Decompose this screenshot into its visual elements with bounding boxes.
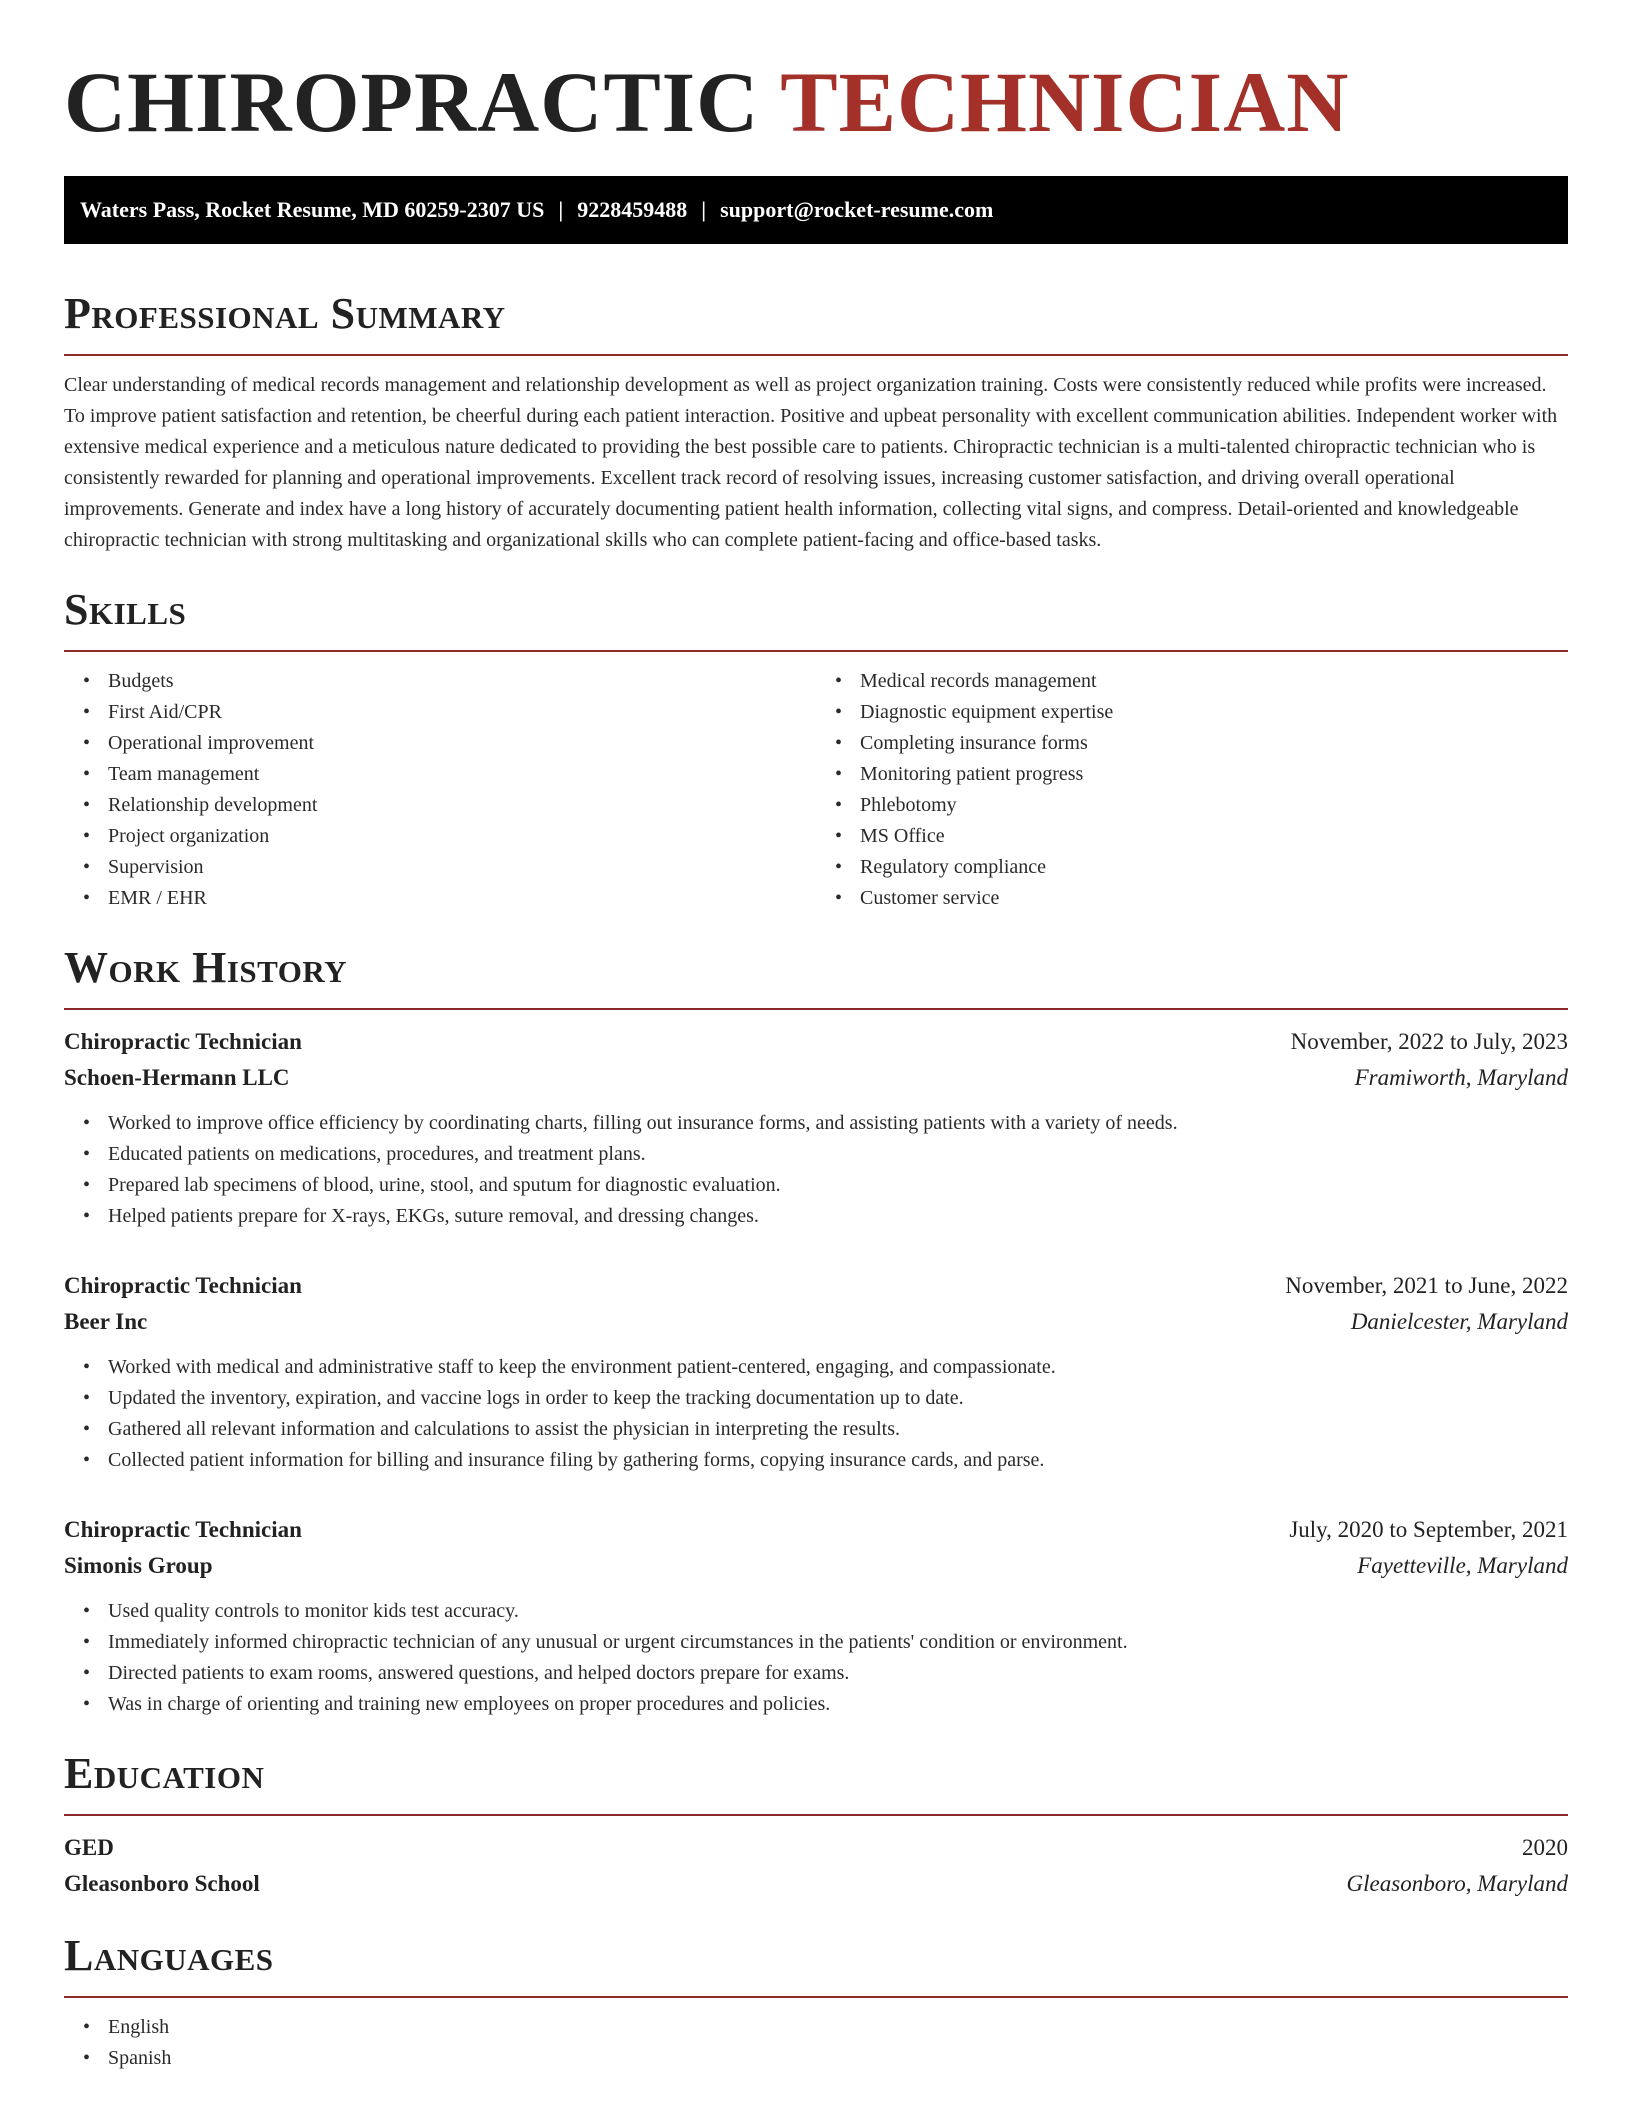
skill-item: • First Aid/CPR: [108, 697, 816, 728]
job-dates: July, 2020 to September, 2021: [1289, 1517, 1568, 1542]
job-bullet: • Immediately informed chiropractic technician of any unusual or urgent circumstances in the patients' condition or environment.: [108, 1627, 1568, 1658]
job-bullet: • Prepared lab specimens of blood, urine, stool, and sputum for diagnostic evaluation.: [108, 1170, 1568, 1201]
job-bullet: • Gathered all relevant information and calculations to assist the physician in interpreting the results.: [108, 1414, 1568, 1445]
education-year: 2020: [1522, 1835, 1568, 1860]
resume-title: [64, 52, 1568, 152]
skill-item: • Monitoring patient progress: [860, 759, 1568, 790]
summary-text: Clear understanding of medical records management and relationship development as well as project organization training. Costs were consistently reduced while profits were increased. To improve patient satisfaction and retention, be cheerful during each patient interaction. Positive and upbeat personality with excellent communication abilities. Independent worker with extensive medical experience and a meticulous nature dedicated to providing the best possible care to patients. Chiropractic technician is a multi-talented chiropractic technician who is consistently rewarded for planning and operational improvements. Excellent track record of resolving issues, increasing customer satisfaction, and driving overall operational improvements. Generate and index have a long history of accurately documenting patient health information, collecting vital signs, and compress. Detail-oriented and knowledgeable chiropractic technician with strong multitasking and organizational skills who can complete patient-facing and office-based tasks.: [64, 374, 1558, 551]
skill-item: • Supervision: [108, 852, 816, 883]
title-part-1: CHIROPRACTIC: [64, 54, 760, 150]
skills-list-right: [816, 666, 1568, 914]
education-heading: Education: [64, 1749, 265, 1798]
skill-item: • Medical records management: [860, 666, 1568, 697]
skill-item: • MS Office: [860, 821, 1568, 852]
job-bullet: • Worked to improve office efficiency by coordinating charts, filling out insurance forms, and assisting patients with a variety of needs.: [108, 1108, 1568, 1139]
language-item: • English: [108, 2012, 1568, 2043]
job-bullet: • Educated patients on medications, procedures, and treatment plans.: [108, 1139, 1568, 1170]
education-school-row: [64, 1866, 1568, 1902]
job-bullets: [64, 1596, 1568, 1720]
skill-item: • Phlebotomy: [860, 790, 1568, 821]
section-divider: [64, 1814, 1568, 1816]
education-header-row: [64, 1830, 1568, 1866]
job-bullets: [64, 1352, 1568, 1476]
skill-item: • Relationship development: [108, 790, 816, 821]
section-divider: [64, 354, 1568, 356]
job-employer-row: [64, 1304, 1568, 1340]
skills-section: [64, 584, 1568, 914]
skills-list-left: [64, 666, 816, 914]
skills-heading: Skills: [64, 585, 187, 634]
job-entry: [64, 1512, 1568, 1720]
section-divider: [64, 650, 1568, 652]
job-title: Chiropractic Technician: [64, 1029, 302, 1054]
language-item: • Spanish: [108, 2043, 1568, 2074]
job-employer: Beer Inc: [64, 1309, 148, 1334]
summary-section: [64, 288, 1568, 556]
job-employer: Schoen-Hermann LLC: [64, 1065, 290, 1090]
job-employer-row: [64, 1548, 1568, 1584]
job-bullets: [64, 1108, 1568, 1232]
job-header-row: [64, 1024, 1568, 1060]
title-part-2: TECHNICIAN: [780, 54, 1350, 150]
languages-section: [64, 1930, 1568, 2074]
job-title: Chiropractic Technician: [64, 1517, 302, 1542]
job-employer: Simonis Group: [64, 1553, 213, 1578]
job-title: Chiropractic Technician: [64, 1273, 302, 1298]
section-divider: [64, 1008, 1568, 1010]
contact-email[interactable]: support@rocket-resume.com: [720, 197, 994, 222]
job-bullet: • Worked with medical and administrative staff to keep the environment patient-centered, engaging, and compassionate.: [108, 1352, 1568, 1383]
skill-item: • Budgets: [108, 666, 816, 697]
work-heading: Work History: [64, 943, 348, 992]
job-dates: November, 2022 to July, 2023: [1290, 1029, 1568, 1054]
job-bullet: • Directed patients to exam rooms, answered questions, and helped doctors prepare for exams.: [108, 1658, 1568, 1689]
skill-item: • Project organization: [108, 821, 816, 852]
job-bullet: • Was in charge of orienting and training new employees on proper procedures and policies.: [108, 1689, 1568, 1720]
job-entry: [64, 1268, 1568, 1476]
skill-item: • Completing insurance forms: [860, 728, 1568, 759]
job-bullet: • Used quality controls to monitor kids test accuracy.: [108, 1596, 1568, 1627]
contact-address: Waters Pass, Rocket Resume, MD 60259-2307 US: [80, 197, 545, 222]
skill-item: • Customer service: [860, 883, 1568, 914]
job-location: Framiworth, Maryland: [1354, 1065, 1568, 1090]
summary-heading: Professional Summary: [64, 289, 506, 338]
job-location: Fayetteville, Maryland: [1357, 1553, 1568, 1578]
skill-item: • Operational improvement: [108, 728, 816, 759]
job-employer-row: [64, 1060, 1568, 1096]
contact-phone[interactable]: 9228459488: [577, 197, 688, 222]
work-section: [64, 942, 1568, 1720]
job-bullet: • Updated the inventory, expiration, and vaccine logs in order to keep the tracking documentation up to date.: [108, 1383, 1568, 1414]
skills-columns: [64, 666, 1568, 914]
job-header-row: [64, 1268, 1568, 1304]
education-degree: GED: [64, 1835, 114, 1860]
contact-separator: |: [701, 197, 707, 222]
job-location: Danielcester, Maryland: [1350, 1309, 1568, 1334]
skill-item: • Team management: [108, 759, 816, 790]
job-bullet: • Helped patients prepare for X-rays, EKGs, suture removal, and dressing changes.: [108, 1201, 1568, 1232]
education-school: Gleasonboro School: [64, 1871, 260, 1896]
languages-heading: Languages: [64, 1931, 274, 1980]
skill-item: • Diagnostic equipment expertise: [860, 697, 1568, 728]
job-bullet: • Collected patient information for billing and insurance filing by gathering forms, copying insurance cards, and parse.: [108, 1445, 1568, 1476]
languages-list: [64, 2012, 1568, 2074]
education-section: [64, 1748, 1568, 1902]
education-location: Gleasonboro, Maryland: [1346, 1871, 1568, 1896]
contact-bar: [64, 176, 1568, 244]
skill-item: • EMR / EHR: [108, 883, 816, 914]
skill-item: • Regulatory compliance: [860, 852, 1568, 883]
job-entry: [64, 1024, 1568, 1232]
job-header-row: [64, 1512, 1568, 1548]
job-dates: November, 2021 to June, 2022: [1285, 1273, 1568, 1298]
section-divider: [64, 1996, 1568, 1998]
contact-separator: |: [558, 197, 564, 222]
